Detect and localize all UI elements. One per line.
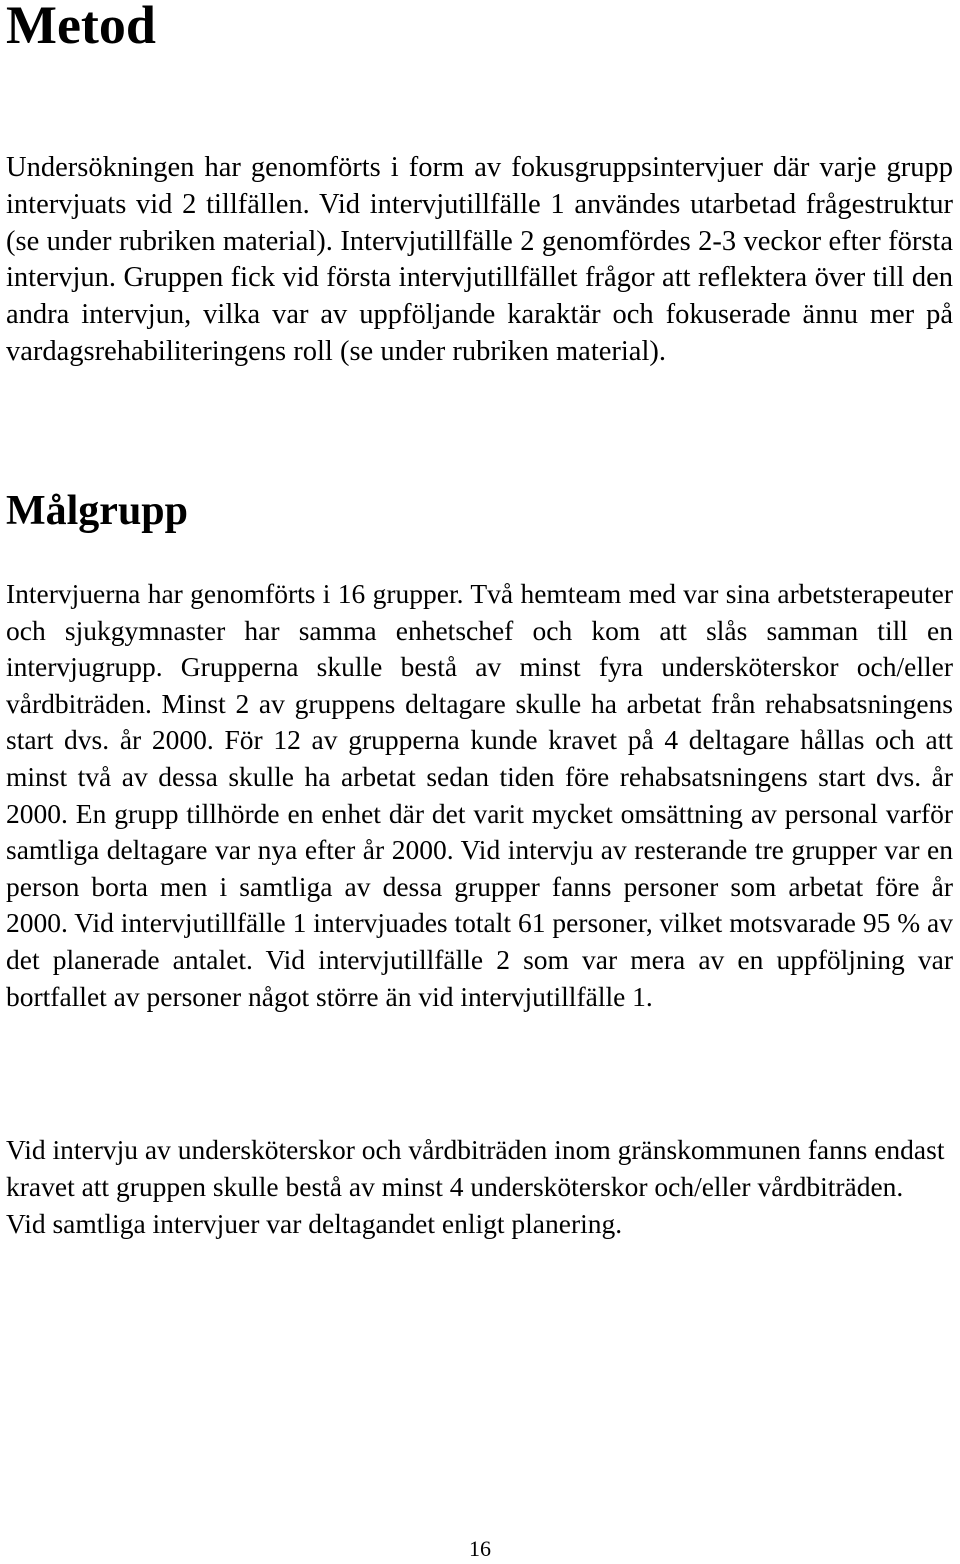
page-number: 16 [469,1536,491,1561]
target-group-paragraph: Intervjuerna har genomförts i 16 grupper. Två hemteam med var sina arbetsterapeuter och sjukgymnaster har samma enhetschef och kom att slås samman till en intervjugrupp. Grupperna skulle bestå av minst fyra undersköterskor och/eller vårdbiträden. Minst 2 av gruppens deltagare skulle ha arbetat från rehabsatsningens start dvs. år 2000. För 12 av grupperna kunde kravet på 4 deltagare hållas och att minst två av dessa skulle ha arbetat sedan tiden före rehabsatsningens start dvs. år 2000. En grupp tillhörde en enhet där det varit mycket omsättning av personal varför samtliga deltagare var nya efter år 2000. Vid intervju av resterande tre grupper var en person borta men i samtliga av dessa grupper fanns personer som arbetat före år 2000. Vid intervjutillfälle 1 intervjuades totalt 61 personer, vilket motsvarade 95 % av det planerade antalet. Vid intervjutillfälle 2 som var mera av en uppföljning var bortfallet av personer något större än vid intervjutillfälle 1. [6,578,953,1012]
method-paragraph: Undersökningen har genomförts i form av fokusgruppsintervjuer där varje grupp intervjuats vid 2 tillfällen. Vid intervjutillfälle 1 användes utarbetad frågestruktur (se under rubriken material). Intervjutillfälle 2 genomfördes 2-3 veckor efter första intervjun. Gruppen fick vid första intervjutillfället frågor att reflektera över till den andra intervjun, vilka var av uppföljande karaktär och fokuserade ännu mer på vardagsrehabiliteringens roll (se under rubriken material). [6,152,953,367]
border-municipality-paragraph: Vid intervju av undersköterskor och vårdbiträden inom gränskommunen fanns endast kravet att gruppen skulle bestå av minst 4 undersköterskor och/eller vårdbiträden. Vid samtliga intervjuer var deltagandet enligt planering. [6,1134,945,1239]
section-heading: Metod [6,0,156,55]
subsection-heading: Målgrupp [6,488,189,534]
